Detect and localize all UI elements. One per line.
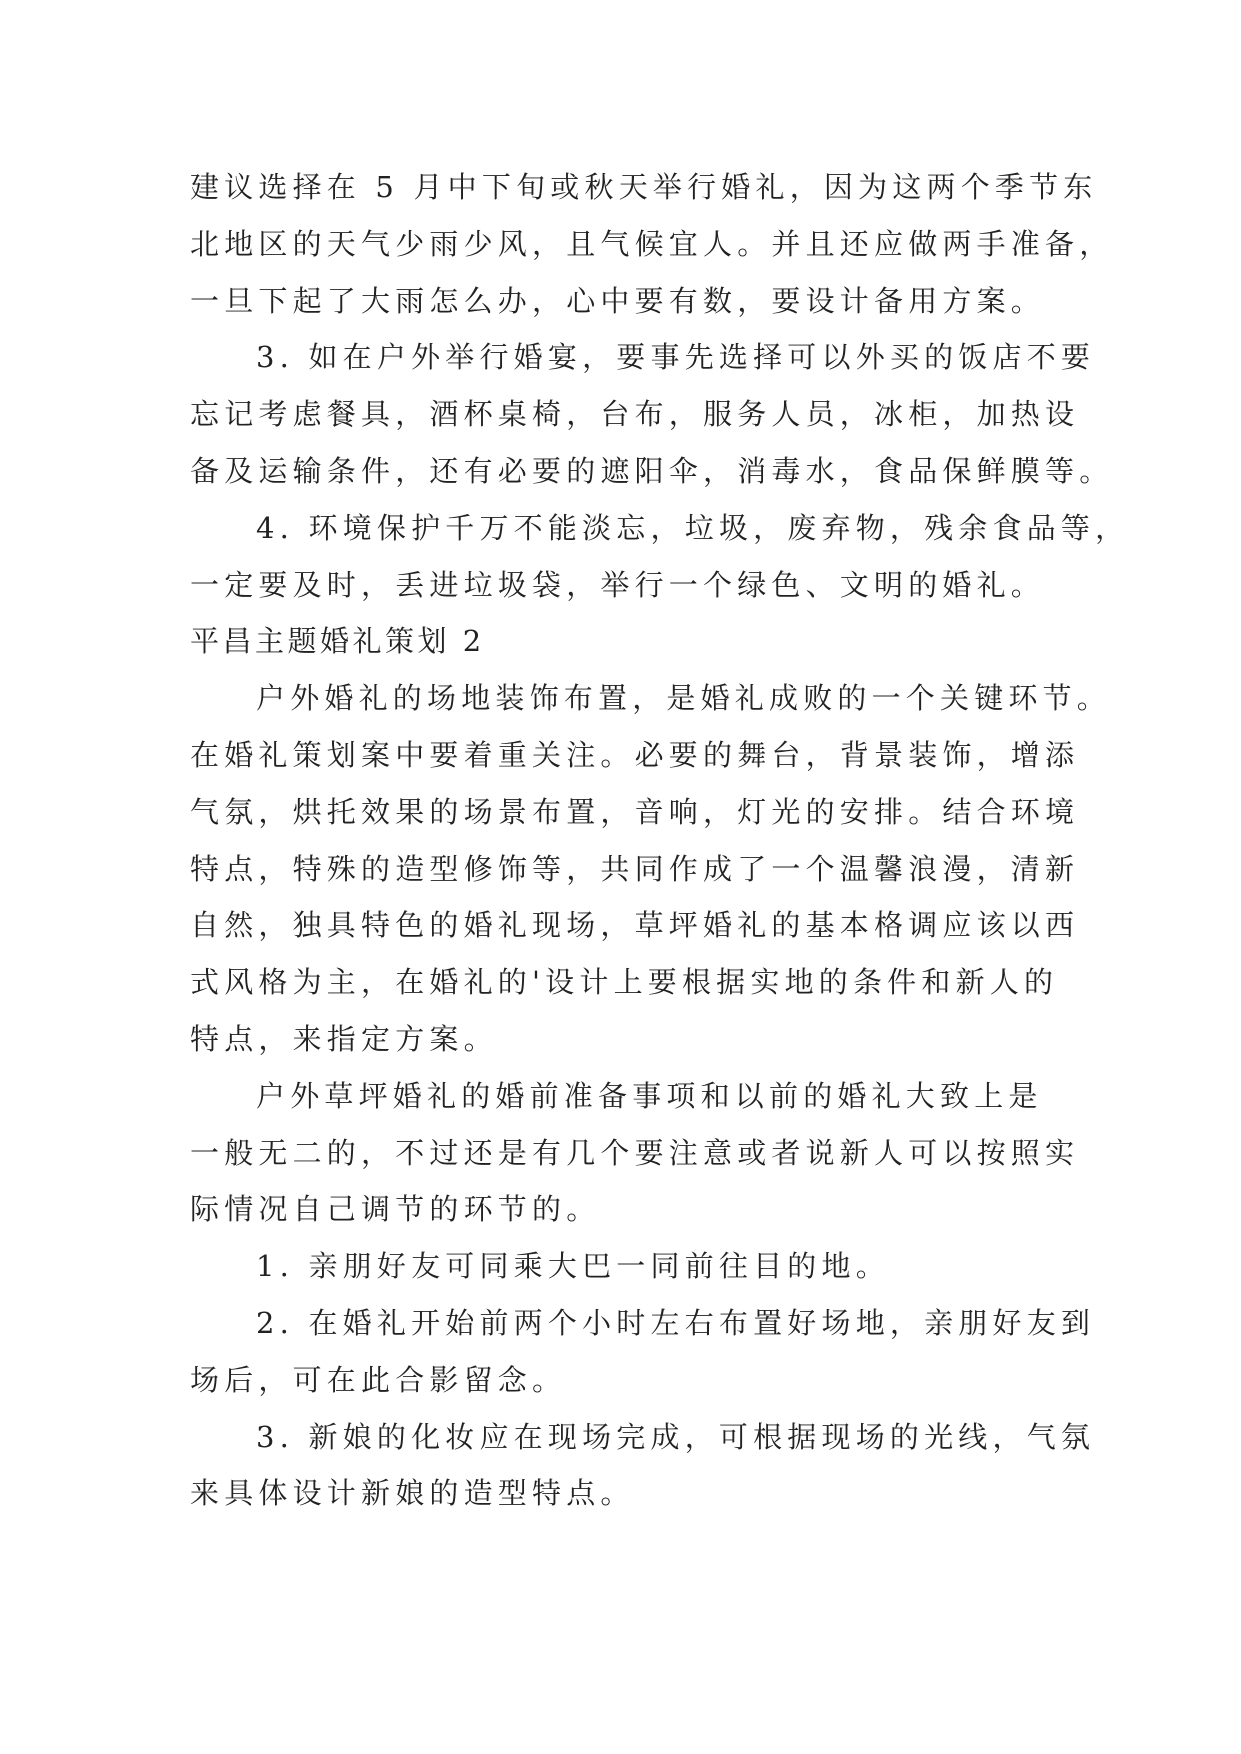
paragraph-line: 一般无二的，不过还是有几个要注意或者说新人可以按照实 — [190, 1135, 1080, 1170]
list-item-line: 4. 环境保护千万不能淡忘，垃圾，废弃物，残余食品等， — [256, 510, 1130, 545]
paragraph-line: 一旦下起了大雨怎么办，心中要有数，要设计备用方案。 — [190, 283, 1046, 318]
paragraph-line: 在婚礼策划案中要着重关注。必要的舞台，背景装饰，增添 — [190, 737, 1080, 772]
paragraph-line: 北地区的天气少雨少风，且气候宜人。并且还应做两手准备， — [190, 226, 1114, 261]
paragraph-line: 户外草坪婚礼的婚前准备事项和以前的婚礼大致上是 — [256, 1078, 1043, 1113]
paragraph-line: 式风格为主，在婚礼的'设计上要根据实地的条件和新人的 — [190, 965, 1059, 1000]
list-item-line: 1. 亲朋好友可同乘大巴一同前往目的地。 — [256, 1249, 890, 1284]
paragraph-line: 自然，独具特色的婚礼现场，草坪婚礼的基本格调应该以西 — [190, 908, 1080, 943]
paragraph-line: 备及运输条件，还有必要的遮阳伞，消毒水，食品保鲜膜等。 — [190, 453, 1114, 488]
paragraph-line: 际情况自己调节的环节的。 — [190, 1192, 601, 1227]
paragraph-line: 场后，可在此合影留念。 — [190, 1362, 567, 1397]
paragraph-line: 气氛，烘托效果的场景布置，音响，灯光的安排。结合环境 — [190, 794, 1080, 829]
document-body — [190, 159, 1130, 1522]
list-item-line: 3. 新娘的化妆应在现场完成，可根据现场的光线，气氛 — [256, 1419, 1096, 1454]
list-item-line: 3. 如在户外举行婚宴，要事先选择可以外买的饭店不要 — [256, 340, 1096, 375]
paragraph-line: 忘记考虑餐具，酒杯桌椅，台布，服务人员，冰柜，加热设 — [190, 397, 1080, 432]
paragraph-line: 特点，来指定方案。 — [190, 1021, 498, 1056]
paragraph-line: 一定要及时，丢进垃圾袋，举行一个绿色、文明的婚礼。 — [190, 567, 1046, 602]
paragraph-line: 来具体设计新娘的造型特点。 — [190, 1476, 635, 1511]
section-heading: 平昌主题婚礼策划 2 — [190, 624, 485, 659]
list-item-line: 2. 在婚礼开始前两个小时左右布置好场地，亲朋好友到 — [256, 1305, 1096, 1340]
paragraph-line: 户外婚礼的场地装饰布置，是婚礼成败的一个关键环节。 — [256, 681, 1112, 716]
paragraph-line: 建议选择在 5 月中下旬或秋天举行婚礼，因为这两个季节东 — [190, 170, 1098, 204]
paragraph-line: 特点，特殊的造型修饰等，共同作成了一个温馨浪漫，清新 — [190, 851, 1080, 886]
